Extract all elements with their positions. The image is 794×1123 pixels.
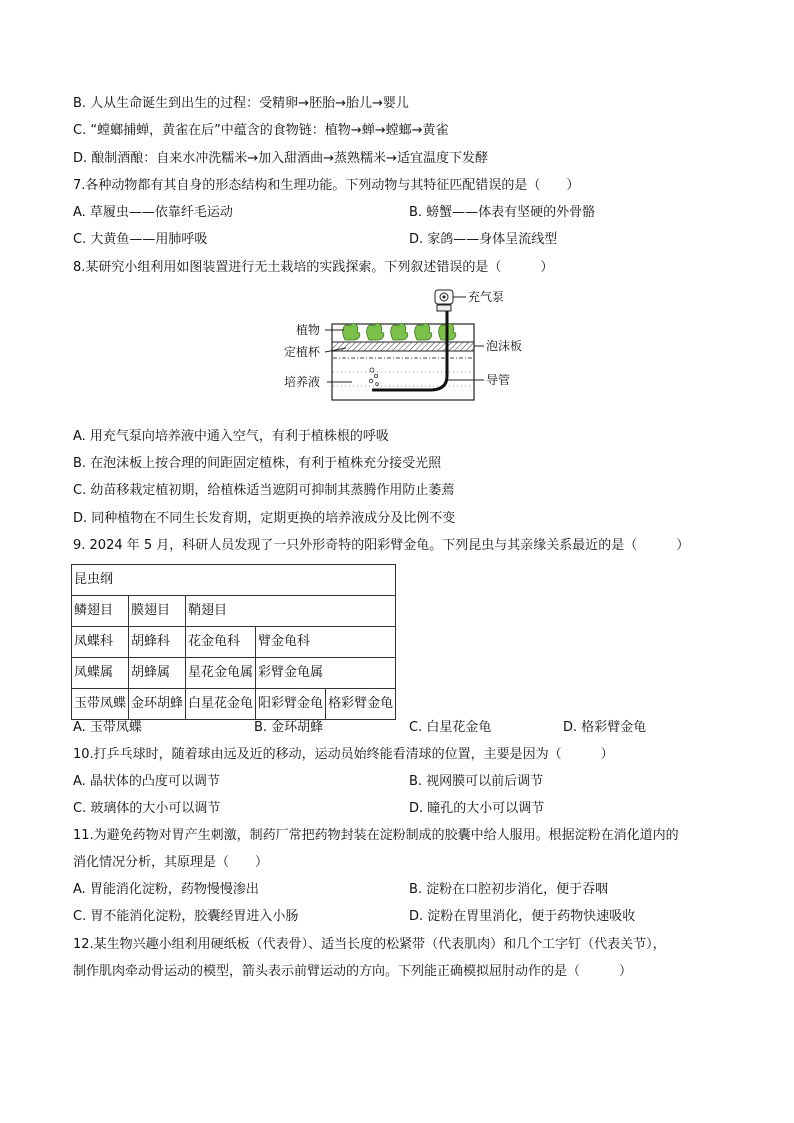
table-cell: 彩臂金龟属 xyxy=(256,658,396,689)
q6-option-d: D. 酿制酒酿：自来水冲洗糯米→加入甜酒曲→蒸熟糯米→适宜温度下发酵 xyxy=(73,151,488,166)
q11-stem-line1: 11.为避免药物对胃产生刺激，制药厂常把药物封装在淀粉制成的胶囊中给人服用。根据淀粉在消化道内的 xyxy=(73,828,679,843)
label-solution: 培养液 xyxy=(284,375,321,389)
q12-stem-line1: 12.某生物兴趣小组利用硬纸板（代表骨）、适当长度的松紧带（代表肌肉）和几个工字钉（代表关节）， xyxy=(73,937,666,952)
label-pump: 充气泵 xyxy=(468,290,505,304)
table-cell: 金环胡蜂 xyxy=(129,689,186,720)
label-cup: 定植杯 xyxy=(284,345,321,359)
table-row xyxy=(72,565,396,596)
bubbles-icon xyxy=(369,368,378,385)
q9-stem: 9. 2024 年 5 月，科研人员发现了一只外形奇特的阳彩臂金龟。下列昆虫与其亲缘关系最近的是（ ） xyxy=(73,538,690,553)
q9-option-d: D. 格彩臂金龟 xyxy=(563,720,647,735)
table-row xyxy=(72,658,396,689)
q11-option-a: A. 胃能消化淀粉，药物慢慢渗出 xyxy=(73,882,259,897)
table-cell: 白星花金龟 xyxy=(186,689,256,720)
table-cell: 昆虫纲 xyxy=(72,565,396,596)
q12-stem-line2: 制作肌肉牵动骨运动的模型，箭头表示前臂运动的方向。下列能正确模拟屈肘动作的是（ ） xyxy=(73,964,633,979)
taxonomy-table xyxy=(71,564,396,720)
table-row xyxy=(72,689,396,720)
q10-option-b: B. 视网膜可以前后调节 xyxy=(409,774,544,789)
table-row xyxy=(72,627,396,658)
q11-option-d: D. 淀粉在胃里消化，便于药物快速吸收 xyxy=(409,909,636,924)
q8-stem: 8.某研究小组利用如图装置进行无土栽培的实践探索。下列叙述错误的是（ ） xyxy=(73,260,554,275)
label-tube: 导管 xyxy=(486,373,511,387)
q10-stem: 10.打乒乓球时，随着球由远及近的移动，运动员始终能看清球的位置，主要是因为（ ） xyxy=(73,747,614,762)
q6-option-b: B. 人从生命诞生到出生的过程：受精卵→胚胎→胎儿→婴儿 xyxy=(73,96,409,111)
q10-option-d: D. 瞳孔的大小可以调节 xyxy=(409,801,545,816)
q8-option-b: B. 在泡沫板上按合理的间距固定植株，有利于植株充分接受光照 xyxy=(73,456,442,471)
hydroponics-figure xyxy=(270,286,530,404)
table-cell: 胡蜂科 xyxy=(129,627,186,658)
table-cell: 玉带凤蝶 xyxy=(72,689,129,720)
table-cell: 凤蝶科 xyxy=(72,627,129,658)
q9-option-a: A. 玉带凤蝶 xyxy=(73,720,142,735)
q11-stem-line2: 消化情况分析，其原理是（ ） xyxy=(73,855,269,870)
q7-option-a: A. 草履虫——依靠纤毛运动 xyxy=(73,205,233,220)
q11-option-b: B. 淀粉在口腔初步消化，便于吞咽 xyxy=(409,882,609,897)
table-cell: 臂金龟科 xyxy=(256,627,396,658)
table-cell: 鳞翅目 xyxy=(72,596,129,627)
table-cell: 格彩臂金龟 xyxy=(326,689,396,720)
q10-option-c: C. 玻璃体的大小可以调节 xyxy=(73,801,221,816)
label-plant: 植物 xyxy=(296,323,321,337)
q7-stem: 7.各种动物都有其自身的形态结构和生理功能。下列动物与其特征匹配错误的是（ ） xyxy=(73,178,580,193)
q7-option-b: B. 螃蟹——体表有坚硬的外骨骼 xyxy=(409,205,596,220)
q11-option-c: C. 胃不能消化淀粉，胶囊经胃进入小肠 xyxy=(73,909,299,924)
q7-option-d: D. 家鸽——身体呈流线型 xyxy=(409,232,558,247)
label-foam: 泡沫板 xyxy=(486,339,523,353)
q8-option-d: D. 同种植物在不同生长发育期，定期更换的培养液成分及比例不变 xyxy=(73,511,456,526)
table-cell: 膜翅目 xyxy=(129,596,186,627)
q8-option-a: A. 用充气泵向培养液中通入空气，有利于植株根的呼吸 xyxy=(73,429,389,444)
q9-option-b: B. 金环胡蜂 xyxy=(254,720,324,735)
table-cell: 花金龟科 xyxy=(186,627,256,658)
q7-option-c: C. 大黄鱼——用肺呼吸 xyxy=(73,232,208,247)
q6-option-c: C. “螳螂捕蝉，黄雀在后”中蕴含的食物链：植物→蝉→螳螂→黄雀 xyxy=(73,123,449,138)
table-cell: 胡蜂属 xyxy=(129,658,186,689)
q10-option-a: A. 晶状体的凸度可以调节 xyxy=(73,774,220,789)
table-cell: 阳彩臂金龟 xyxy=(256,689,326,720)
table-cell: 鞘翅目 xyxy=(186,596,396,627)
q8-option-c: C. 幼苗移栽定植初期，给植株适当遮阴可抑制其蒸腾作用防止萎蔫 xyxy=(73,483,455,498)
table-cell: 星花金龟属 xyxy=(186,658,256,689)
plant-icons xyxy=(343,324,456,340)
table-row xyxy=(72,596,396,627)
air-pump-icon xyxy=(435,290,453,311)
q9-option-c: C. 白星花金龟 xyxy=(409,720,492,735)
table-cell: 凤蝶属 xyxy=(72,658,129,689)
